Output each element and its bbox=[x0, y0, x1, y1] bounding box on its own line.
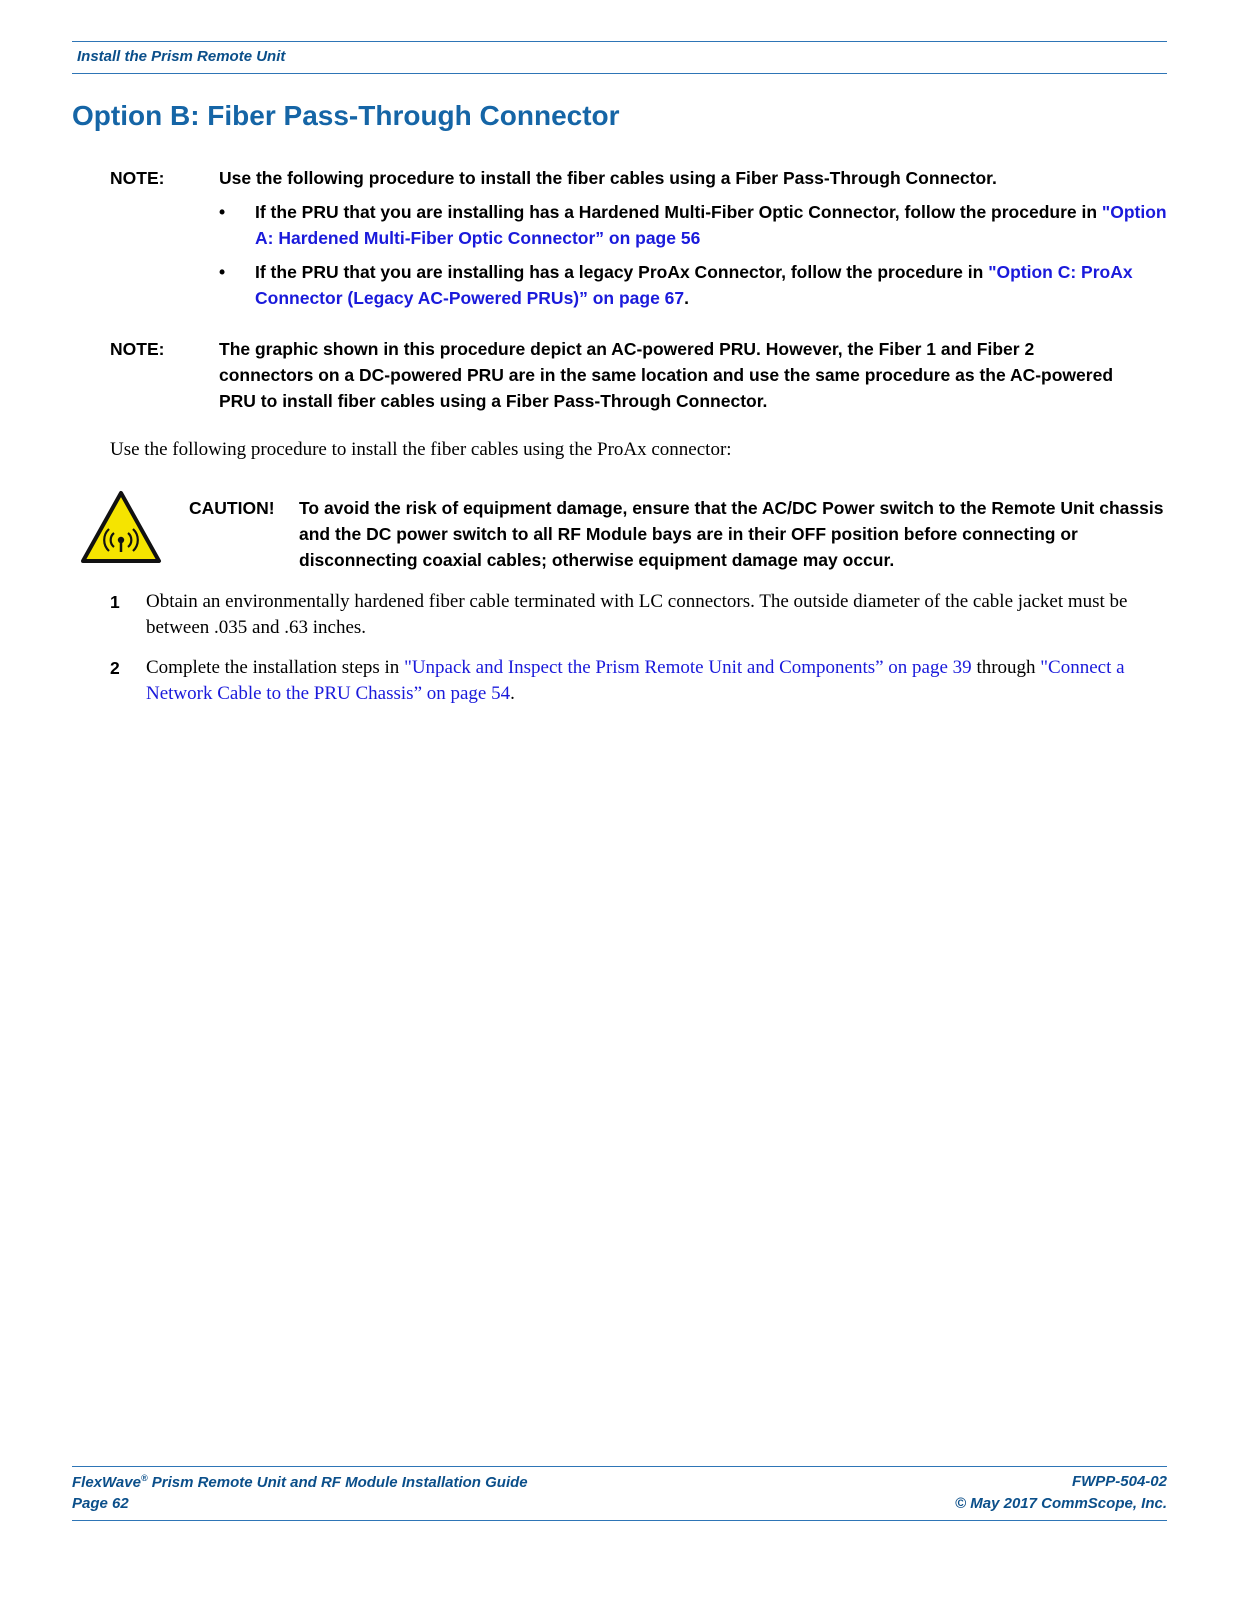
bullet-dot: • bbox=[219, 262, 226, 282]
step-text bbox=[146, 655, 1167, 707]
intro-paragraph: Use the following procedure to install the fiber cables using the ProAx connector: bbox=[110, 439, 732, 460]
header-top-rule bbox=[72, 41, 1167, 42]
step-text-tail: . bbox=[510, 683, 515, 704]
note-label: NOTE: bbox=[110, 339, 165, 359]
link-option-a[interactable]: "Option A: Hardened Multi-Fiber Optic Connector” on page 56 bbox=[255, 202, 1167, 248]
header-bottom-rule bbox=[72, 73, 1167, 74]
note-text: Use the following procedure to install the fiber cables using a Fiber Pass-Through Connector. bbox=[219, 168, 997, 188]
note-label: NOTE: bbox=[110, 168, 165, 188]
bullet-text-prefix: If the PRU that you are installing has a Hardened Multi-Fiber Optic Connector, follow the procedure in bbox=[255, 202, 1102, 222]
step-number: 2 bbox=[110, 658, 120, 678]
footer-guide-title bbox=[72, 1473, 528, 1491]
footer-bottom-rule bbox=[72, 1520, 1167, 1521]
footer-brand: FlexWave bbox=[72, 1474, 141, 1491]
step-text-body: Obtain an environmentally hardened fiber cable terminated with LC connectors. The outside diameter of the cable jacket must be between .035 and .63 inches. bbox=[146, 591, 1128, 638]
footer-copyright: © May 2017 CommScope, Inc. bbox=[955, 1495, 1167, 1512]
step-number: 1 bbox=[110, 592, 120, 612]
bullet-text-tail: . bbox=[684, 288, 690, 308]
bullet-text bbox=[255, 259, 1167, 311]
link-connect-network-cable[interactable]: "Connect a Network Cable to the PRU Chassis” on page 54 bbox=[146, 657, 1125, 704]
registered-mark: ® bbox=[140, 1473, 148, 1483]
caution-label: CAUTION! bbox=[189, 498, 275, 518]
radiation-warning-icon bbox=[80, 490, 162, 564]
bullet-text bbox=[255, 199, 1167, 251]
step-text-mid: through bbox=[971, 657, 1041, 678]
link-option-c[interactable]: "Option C: ProAx Connector (Legacy AC-Powered PRUs)” on page 67 bbox=[255, 262, 1133, 308]
running-header: Install the Prism Remote Unit bbox=[77, 48, 286, 65]
link-unpack-inspect[interactable]: "Unpack and Inspect the Prism Remote Unit and Components” on page 39 bbox=[404, 657, 972, 678]
note-text: The graphic shown in this procedure depict an AC-powered PRU. However, the Fiber 1 and Fiber 2 connectors on a DC-powered PRU are in the same location and use the same procedure as the AC-powered PRU to install fiber cables using a Fiber Pass-Through Connector. bbox=[219, 339, 1114, 411]
bullet-text-prefix: If the PRU that you are installing has a legacy ProAx Connector, follow the procedure in bbox=[255, 262, 989, 282]
footer-page-number: Page 62 bbox=[72, 1495, 129, 1512]
caution-text: To avoid the risk of equipment damage, ensure that the AC/DC Power switch to the Remote Unit chassis and the DC power switch to all RF Module bays are in their OFF position before connecting or disconnecting coaxial cables; otherwise equipment damage may occur. bbox=[299, 498, 1164, 570]
page-title: Option B: Fiber Pass-Through Connector bbox=[72, 100, 620, 131]
footer-top-rule bbox=[72, 1466, 1167, 1467]
footer-doc-id: FWPP-504-02 bbox=[1071, 1473, 1167, 1490]
step-text-body: Complete the installation steps in bbox=[146, 657, 405, 678]
bullet-dot: • bbox=[219, 202, 226, 222]
footer-guide-rest: Prism Remote Unit and RF Module Installation Guide bbox=[147, 1474, 528, 1491]
step-text bbox=[146, 589, 1167, 641]
